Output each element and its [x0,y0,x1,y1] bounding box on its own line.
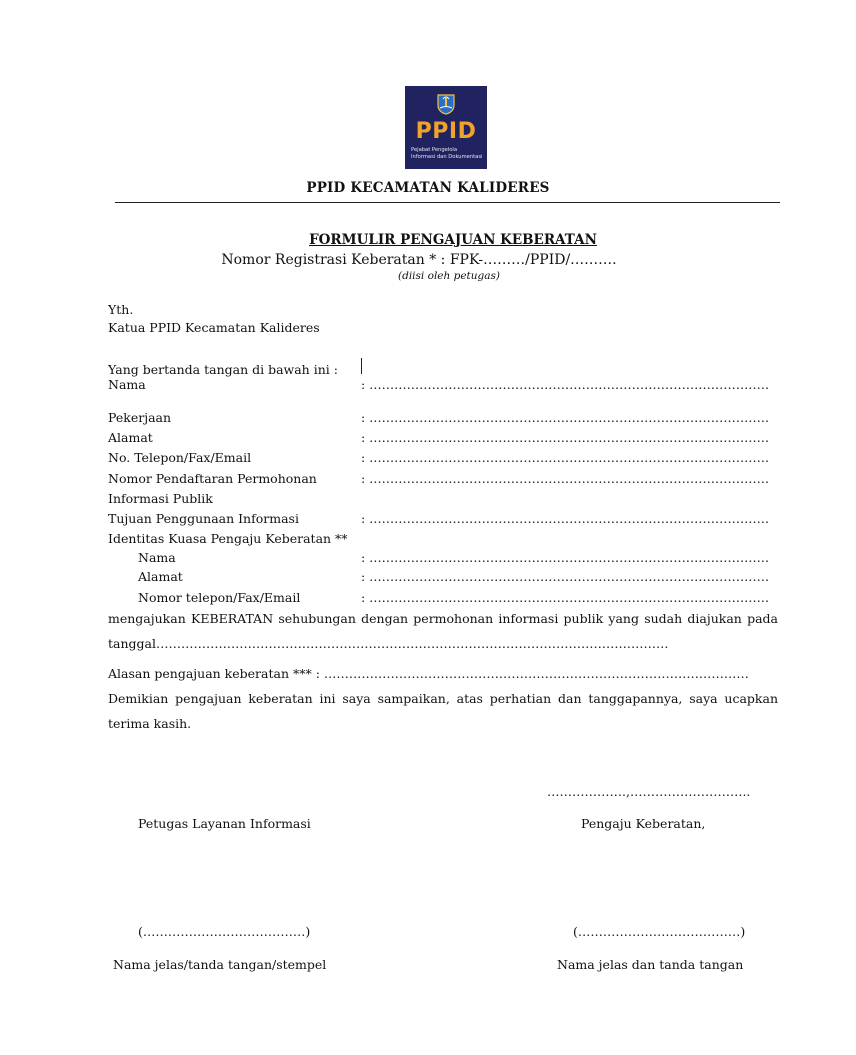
label-alamat: Alamat [108,430,153,445]
header-divider [115,202,780,203]
logo-mark: PPID [415,119,477,144]
label-pekerjaan: Pekerjaan [108,410,172,425]
label-pendaftaran-line2: Informasi Publik [108,491,213,506]
field-tujuan[interactable]: : …………………………………………………………………………………… [361,511,770,526]
left-signature-caption: Nama jelas/tanda tangan/stempel [113,957,327,972]
label-kuasa-alamat: Alamat [138,569,183,584]
label-kuasa-header: Identitas Kuasa Pengaju Keberatan ** [108,531,348,546]
field-alamat[interactable]: : …………………………………………………………………………………… [361,430,770,445]
salutation: Yth. [108,302,134,317]
field-telepon[interactable]: : …………………………………………………………………………………… [361,450,770,465]
label-nama: Nama [108,377,146,392]
logo-subtitle-line2: Informasi dan Dokumentasi [411,154,483,160]
text-cursor [361,358,362,374]
right-signature-caption: Nama jelas dan tanda tangan [557,957,744,972]
label-telepon: No. Telepon/Fax/Email [108,450,252,465]
place-date-line[interactable]: ……………….,……………………….. [547,784,751,799]
field-kuasa-nama[interactable]: : …………………………………………………………………………………… [361,550,770,565]
registration-number: Nomor Registrasi Keberatan * : FPK-………/PPID/………. [221,252,617,268]
logo-subtitle-line1: Pejabat Pengelola [411,147,458,153]
reason-line[interactable]: Alasan pengajuan keberatan *** : ………………………………………………………………………………………… [108,666,749,681]
label-kuasa-nama: Nama [138,550,176,565]
registration-note: (diisi oleh petugas) [398,270,500,282]
objection-paragraph: mengajukan KEBERATAN sehubungan dengan permohonan informasi publik yang sudah diajukan pada tanggal…………………………………………………………………………………………………………… [108,611,778,651]
field-nama[interactable]: : …………………………………………………………………………………… [361,377,770,392]
label-kuasa-telepon: Nomor telepon/Fax/Email [138,590,301,605]
field-pekerjaan[interactable]: : …………………………………………………………………………………… [361,410,770,425]
right-signatory-role: Pengaju Keberatan, [581,816,706,831]
left-signature-name[interactable]: (…………………………………) [138,924,311,939]
right-signature-name[interactable]: (…………………………………) [573,924,746,939]
jakarta-emblem-icon [436,93,456,115]
field-pendaftaran[interactable]: : …………………………………………………………………………………… [361,471,770,486]
ppid-logo [405,86,487,169]
field-kuasa-alamat[interactable]: : …………………………………………………………………………………… [361,569,770,584]
label-pendaftaran: Nomor Pendaftaran Permohonan [108,471,317,486]
closing-paragraph: Demikian pengajuan keberatan ini saya sampaikan, atas perhatian dan tanggapannya, saya ucapkan terima kasih. [108,691,778,731]
org-title: PPID KECAMATAN KALIDERES [306,180,550,196]
recipient: Katua PPID Kecamatan Kalideres [108,320,320,335]
field-kuasa-telepon[interactable]: : …………………………………………………………………………………… [361,590,770,605]
left-signatory-role: Petugas Layanan Informasi [138,816,311,831]
label-tujuan: Tujuan Penggunaan Informasi [108,511,299,526]
form-title: FORMULIR PENGAJUAN KEBERATAN [309,232,597,248]
intro-text: Yang bertanda tangan di bawah ini : [108,362,338,377]
